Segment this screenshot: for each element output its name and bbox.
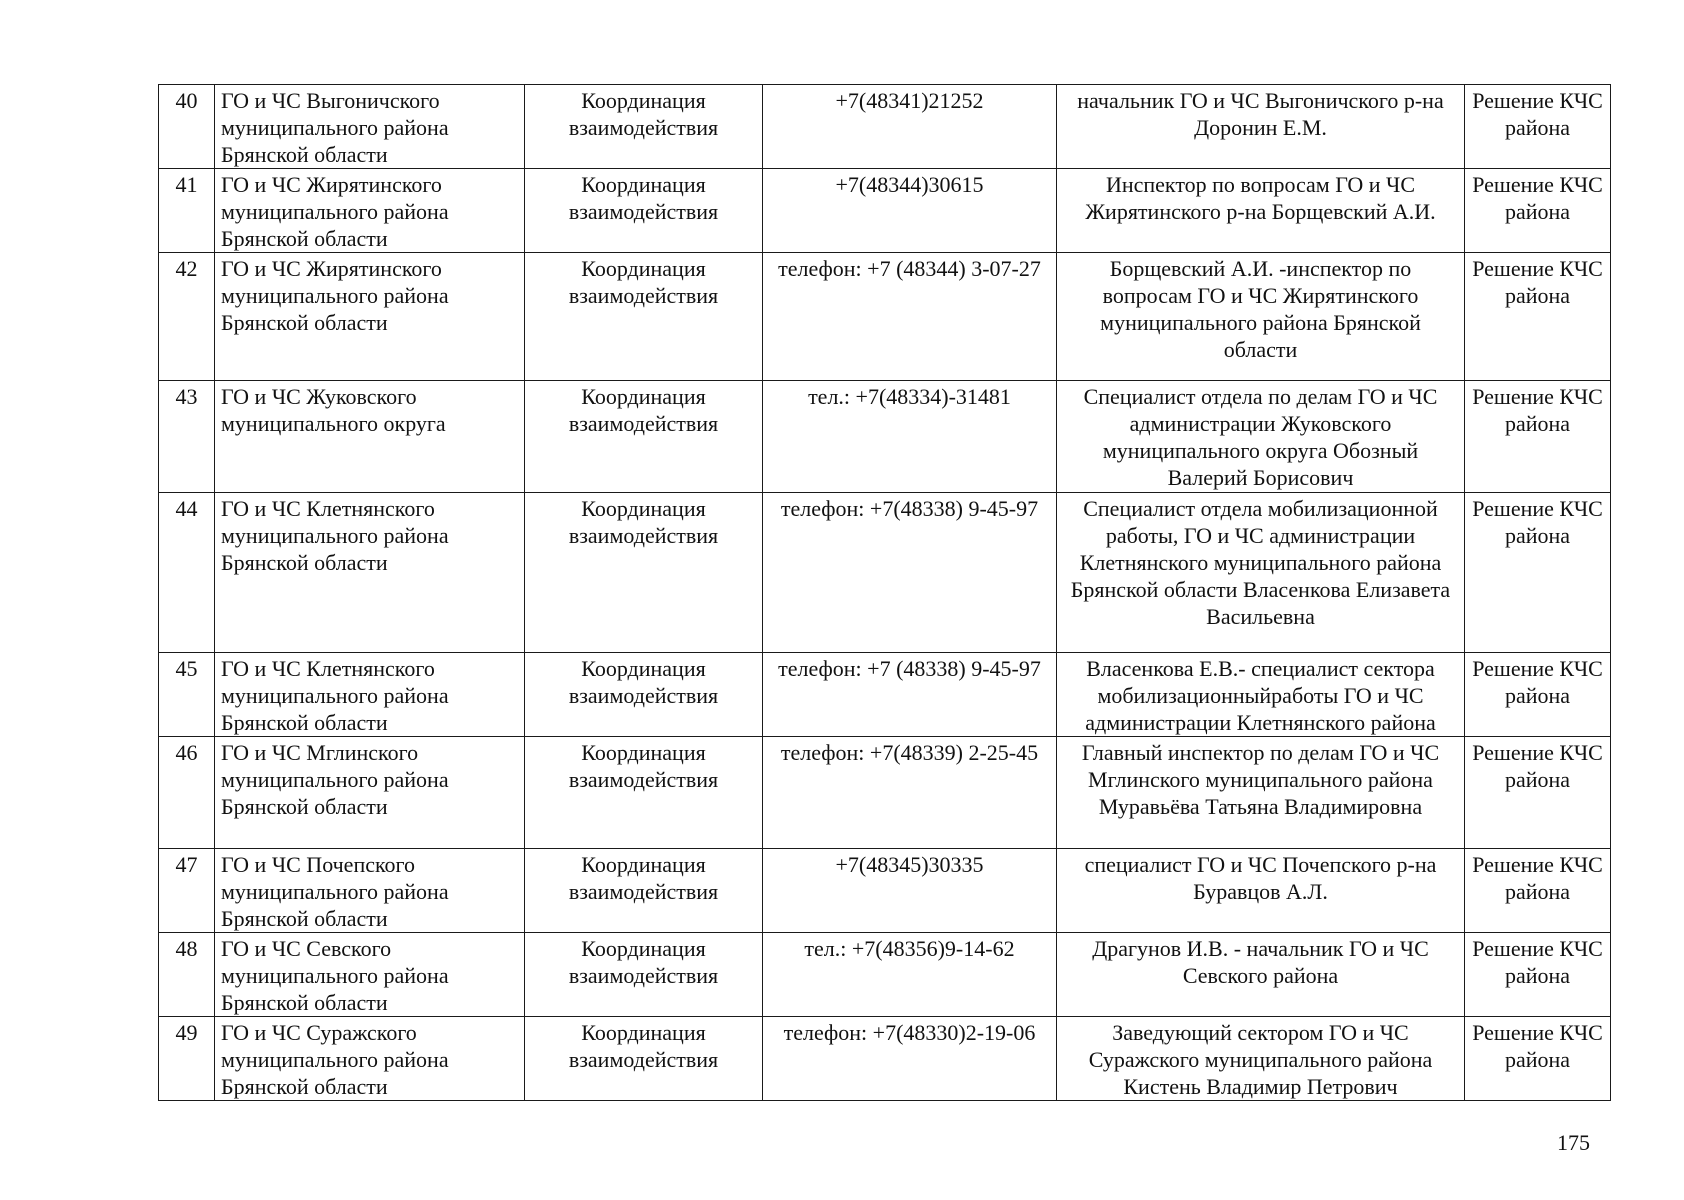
row-number: 43 xyxy=(159,381,215,493)
basis-cell: Решение КЧС района xyxy=(1465,85,1611,169)
table-row xyxy=(159,653,1611,737)
phone-cell: телефон: +7(48338) 9-45-97 xyxy=(763,493,1057,653)
phone-cell: телефон: +7(48339) 2-25-45 xyxy=(763,737,1057,849)
phone-cell: +7(48345)30335 xyxy=(763,849,1057,933)
table-row xyxy=(159,737,1611,849)
page-number: 175 xyxy=(1557,1130,1590,1155)
phone-cell: телефон: +7(48330)2-19-06 xyxy=(763,1017,1057,1101)
row-number: 47 xyxy=(159,849,215,933)
basis-cell: Решение КЧС района xyxy=(1465,737,1611,849)
responsible-person-cell: Главный инспектор по делам ГО и ЧС Мглинского муниципального района Муравьёва Татьяна Владимировна xyxy=(1057,737,1465,849)
basis-cell: Решение КЧС района xyxy=(1465,653,1611,737)
organization-cell: ГО и ЧС Суражского муниципального района Брянской области xyxy=(215,1017,525,1101)
organization-cell: ГО и ЧС Мглинского муниципального района Брянской области xyxy=(215,737,525,849)
responsible-person-cell: Специалист отдела мобилизационной работы, ГО и ЧС администрации Клетнянского муниципального района Брянской области Власенкова Елизавета Васильевна xyxy=(1057,493,1465,653)
row-number: 42 xyxy=(159,253,215,381)
function-cell: Координация взаимодействия xyxy=(525,653,763,737)
organization-cell: ГО и ЧС Жуковского муниципального округа xyxy=(215,381,525,493)
responsible-person-cell: специалист ГО и ЧС Почепского р-на Буравцов А.Л. xyxy=(1057,849,1465,933)
function-cell: Координация взаимодействия xyxy=(525,85,763,169)
responsible-person-cell: Инспектор по вопросам ГО и ЧС Жирятинского р-на Борщевский А.И. xyxy=(1057,169,1465,253)
table-row xyxy=(159,1017,1611,1101)
basis-cell: Решение КЧС района xyxy=(1465,849,1611,933)
responsible-person-cell: Борщевский А.И. -инспектор по вопросам ГО и ЧС Жирятинского муниципального района Брянской области xyxy=(1057,253,1465,381)
organization-cell: ГО и ЧС Клетнянского муниципального района Брянской области xyxy=(215,653,525,737)
responsible-person-cell: Специалист отдела по делам ГО и ЧС администрации Жуковского муниципального округа Обозный Валерий Борисович xyxy=(1057,381,1465,493)
row-number: 48 xyxy=(159,933,215,1017)
function-cell: Координация взаимодействия xyxy=(525,253,763,381)
basis-cell: Решение КЧС района xyxy=(1465,169,1611,253)
basis-cell: Решение КЧС района xyxy=(1465,493,1611,653)
function-cell: Координация взаимодействия xyxy=(525,849,763,933)
responsible-person-cell: Власенкова Е.В.- специалист сектора мобилизационныйработы ГО и ЧС администрации Клетнянского района xyxy=(1057,653,1465,737)
function-cell: Координация взаимодействия xyxy=(525,1017,763,1101)
function-cell: Координация взаимодействия xyxy=(525,169,763,253)
row-number: 49 xyxy=(159,1017,215,1101)
function-cell: Координация взаимодействия xyxy=(525,737,763,849)
organization-cell: ГО и ЧС Севского муниципального района Брянской области xyxy=(215,933,525,1017)
row-number: 41 xyxy=(159,169,215,253)
row-number: 46 xyxy=(159,737,215,849)
phone-cell: тел.: +7(48334)-31481 xyxy=(763,381,1057,493)
organization-cell: ГО и ЧС Выгоничского муниципального района Брянской области xyxy=(215,85,525,169)
row-number: 40 xyxy=(159,85,215,169)
phone-cell: тел.: +7(48356)9-14-62 xyxy=(763,933,1057,1017)
basis-cell: Решение КЧС района xyxy=(1465,253,1611,381)
basis-cell: Решение КЧС района xyxy=(1465,1017,1611,1101)
table-row xyxy=(159,85,1611,169)
table-row xyxy=(159,169,1611,253)
phone-cell: телефон: +7 (48338) 9-45-97 xyxy=(763,653,1057,737)
phone-cell: +7(48341)21252 xyxy=(763,85,1057,169)
responsible-person-cell: начальник ГО и ЧС Выгоничского р-на Доронин Е.М. xyxy=(1057,85,1465,169)
organization-cell: ГО и ЧС Жирятинского муниципального района Брянской области xyxy=(215,169,525,253)
function-cell: Координация взаимодействия xyxy=(525,381,763,493)
contacts-table xyxy=(158,84,1611,1101)
organization-cell: ГО и ЧС Почепского муниципального района Брянской области xyxy=(215,849,525,933)
row-number: 44 xyxy=(159,493,215,653)
table-row xyxy=(159,849,1611,933)
function-cell: Координация взаимодействия xyxy=(525,493,763,653)
table-row xyxy=(159,933,1611,1017)
function-cell: Координация взаимодействия xyxy=(525,933,763,1017)
responsible-person-cell: Драгунов И.В. - начальник ГО и ЧС Севского района xyxy=(1057,933,1465,1017)
organization-cell: ГО и ЧС Клетнянского муниципального района Брянской области xyxy=(215,493,525,653)
table-row xyxy=(159,381,1611,493)
responsible-person-cell: Заведующий сектором ГО и ЧС Суражского муниципального района Кистень Владимир Петрович xyxy=(1057,1017,1465,1101)
organization-cell: ГО и ЧС Жирятинского муниципального района Брянской области xyxy=(215,253,525,381)
basis-cell: Решение КЧС района xyxy=(1465,381,1611,493)
phone-cell: +7(48344)30615 xyxy=(763,169,1057,253)
basis-cell: Решение КЧС района xyxy=(1465,933,1611,1017)
row-number: 45 xyxy=(159,653,215,737)
table-row xyxy=(159,253,1611,381)
phone-cell: телефон: +7 (48344) 3-07-27 xyxy=(763,253,1057,381)
table-row xyxy=(159,493,1611,653)
